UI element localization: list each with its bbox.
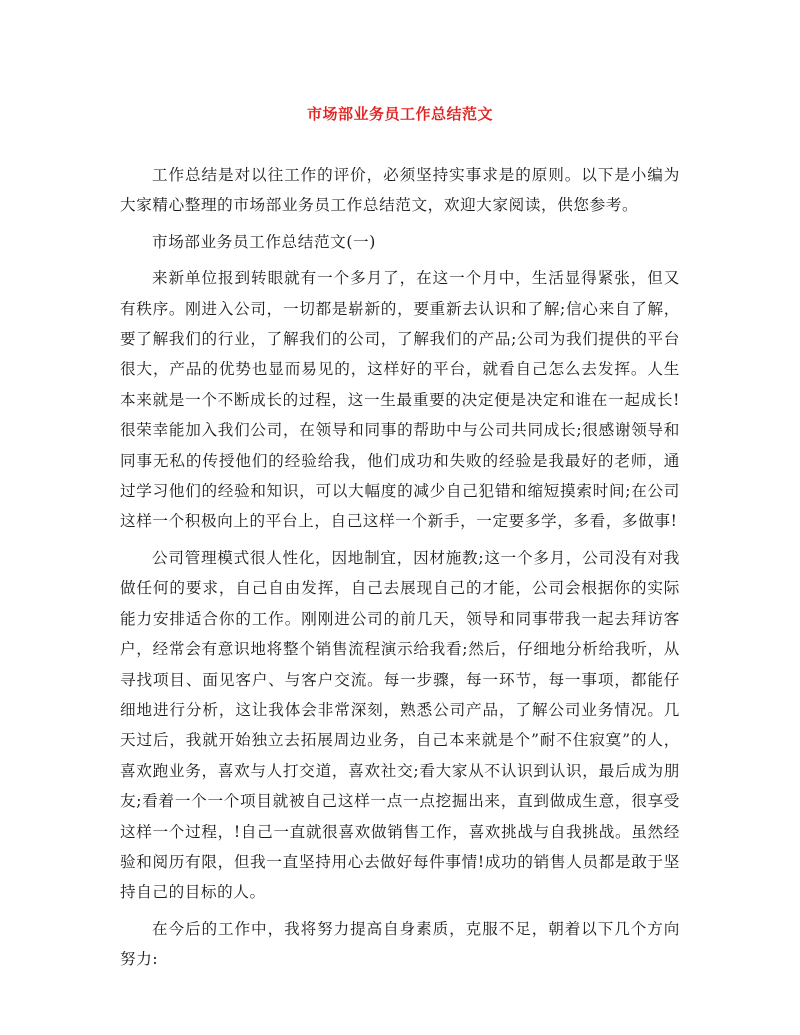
body-paragraph-1: 来新单位报到转眼就有一个多月了，在这一个月中，生活显得紧张，但又有秩序。刚进入公司，一切都是崭新的，要重新去认识和了解;信心来自了解，要了解我们的行业，了解我们的公司，了解我们的产品;公司为我们提供的平台很大，产品的优势也显而易见的，这样好的平台，就看自己怎么去发挥。人生本来就是一个不断成长的过程，这一生最重要的决定便是决定和谁在一起成长!很荣幸能加入我们公司，在领导和同事的帮助中与公司共同成长;很感谢领导和同事无私的传授他们的经验给我，他们成功和失败的经验是我最好的老师，通过学习他们的经验和知识，可以大幅度的减少自己犯错和缩短摸索时间;在公司这样一个积极向上的平台上，自己这样一个新手，一定要多学，多看，多做事! (120, 269, 680, 531)
document-body (120, 160, 680, 975)
body-paragraph-3: 在今后的工作中，我将努力提高自身素质，克服不足，朝着以下几个方向努力: (120, 919, 680, 969)
section-heading: 市场部业务员工作总结范文(一) (152, 232, 376, 251)
intro-paragraph: 工作总结是对以往工作的评价，必须坚持实事求是的原则。以下是小编为大家精心整理的市场部业务员工作总结范文，欢迎大家阅读，供您参考。 (120, 166, 680, 215)
body-paragraph-2: 公司管理模式很人性化，因地制宜，因材施教;这一个多月，公司没有对我做任何的要求，自己自由发挥，自己去展现自己的才能，公司会根据你的实际能力安排适合你的工作。刚刚进公司的前几天，领导和同事带我一起去拜访客户，经常会有意识地将整个销售流程演示给我看;然后，仔细地分析给我听，从寻找项目、面见客户、与客户交流。每一步骤，每一环节，每一事项，都能仔细地进行分析，这让我体会非常深刻，熟悉公司产品，了解公司业务情况。几天过后，我就开始独立去拓展周边业务，自己本来就是个”耐不住寂寞”的人，喜欢跑业务，喜欢与人打交道，喜欢社交;看大家从不认识到认识，最后成为朋友;看着一个一个项目就被自己这样一点一点挖掘出来，直到做成生意，很享受这样一个过程，!自己一直就很喜欢做销售工作，喜欢挑战与自我挑战。虽然经验和阅历有限，但我一直坚持用心去做好每件事情!成功的销售人员都是敢于坚持自己的目标的人。 (120, 548, 680, 902)
document-title: 市场部业务员工作总结范文 (306, 105, 493, 123)
